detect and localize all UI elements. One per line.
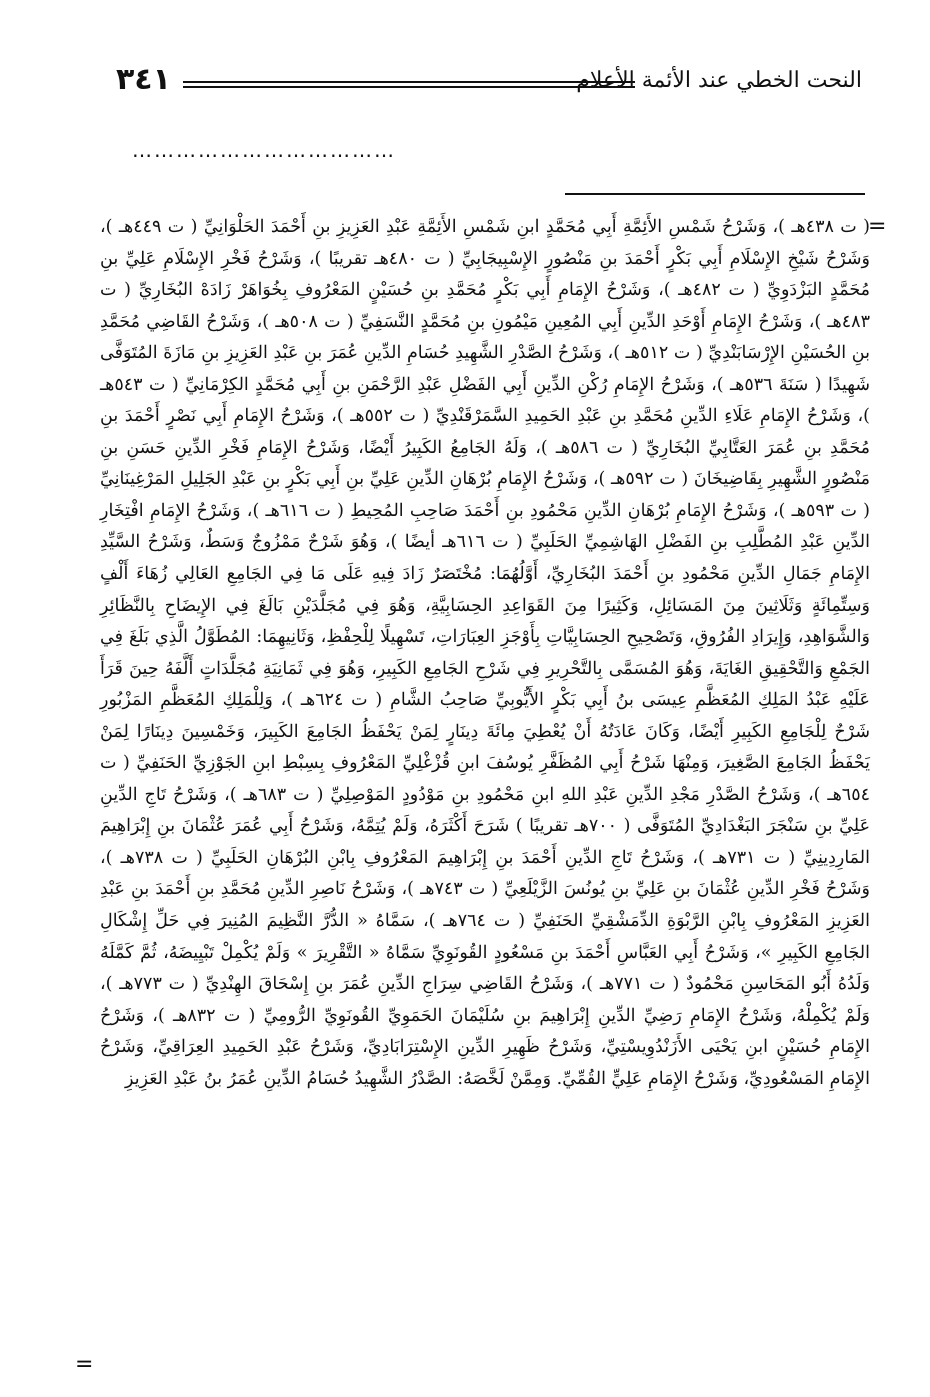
header-rule [183, 81, 635, 88]
running-title: النحت الخطي عند الأئمة الأعلام [576, 68, 862, 93]
separator-dots: ……………………………… [132, 138, 396, 162]
continuation-mark: = [868, 214, 887, 239]
continues-mark: = [75, 1352, 94, 1377]
footnote-text: ( ت ٤٣٨هـ )، وَشَرْحُ شَمْسِ الأَئِمَّةِ أَبِي مُحَمَّدٍ ابنِ شَمْسِ الأَئِمَّةِ عَبْدِ العَزِيزِ بنِ أَحْمَدَ الحَلْوَانِيِّ ( ت ٤٤٩هـ )، وَشَرْحُ شَيْخِ الإِسْلَامِ أَبِي بَكْرٍ أَحْمَدَ بنِ مَنْصُورٍ الإِسْبِيجَابِيِّ ( ت ٤٨٠هـ تقريبًا )، وَشَرْحُ فَخْرِ الإِسْلَامِ عَلِيِّ بنِ مُحَمَّدٍ البَزْدَوِيِّ ( ت ٤٨٢هـ )، وَشَرْحُ الإِمَامِ أَبِي بَكْرٍ مُحَمَّدِ بنِ حُسَيْنٍ المَعْرُوفِ بِخُوَاهَرْ زَادَهْ البُخَارِيِّ ( ت ٤٨٣هـ )، وَشَرْحُ الإِمَامِ أَوْحَدِ الدِّينِ أَبِي المُعِينِ مَيْمُونِ بنِ مُحَمَّدٍ النَّسَفِيِّ ( ت ٥٠٨هـ )، وَشَرْحُ القَاضِي مُحَمَّدِ بنِ الحُسَيْنِ الإِرْسَابَنْدِيِّ ( ت ٥١٢هـ )، وَشَرْحُ الصَّدْرِ الشَّهِيدِ حُسَامِ الدِّينِ عُمَرَ بنِ عَبْدِ العَزِيزِ بنِ مَازَةَ المُتَوَفَّى شَهِيدًا ( سَنَةَ ٥٣٦هـ )، وَشَرْحُ الإِمَامِ رُكْنِ الدِّينِ أَبِي الفَضْلِ عَبْدِ الرَّحْمَنِ بنِ أَبِي مُحَمَّدٍ الكِرْمَانِيِّ ( ت ٥٤٣هـ )، وَشَرْحُ الإِمَامِ عَلَاءِ الدِّينِ مُحَمَّدِ بنِ عَبْدِ الحَمِيدِ السَّمَرْقَنْدِيِّ ( ت ٥٥٢هـ )، وَشَرْحُ الإِمَامِ أَبِي نَصْرٍ أَحْمَدَ بنِ مُحَمَّدِ بنِ عُمَرَ العَتَّابِيِّ البُخَارِيِّ ( ت ٥٨٦هـ )، وَلَهُ الجَامِعُ الكَبِيرُ أَيْضًا، وَشَرْحُ الإِمَامِ فَخْرِ الدِّينِ حَسَنِ بنِ مَنْصُورٍ الشَّهِيرِ بِقَاضِيخَانَ ( ت ٥٩٢هـ )، وَشَرْحُ الإِمَامِ بُرْهَانِ الدِّينِ عَلِيِّ بنِ أَبِي بَكْرٍ بنِ عَبْدِ الجَلِيلِ المَرْغِينَانِيِّ ( ت ٥٩٣هـ )، وَشَرْحُ الإِمَامِ بُرْهَانِ الدِّينِ مَحْمُودِ بنِ أَحْمَدَ صَاحِبِ المُحِيطِ ( ت ٦١٦هـ )، وَشَرْحُ الإِمَامِ افْتِخَارِ الدِّينِ عَبْدِ المُطَّلِبِ بنِ الفَضْلِ الهَاشِمِيِّ الحَلَبِيِّ ( ت ٦١٦هـ أيضًا )، وَهُوَ شَرْحٌ مَمْزُوجٌ وَسَطٌ، وَشَرْحُ السَّيِّدِ الإِمَامِ جَمَالِ الدِّينِ مَحْمُودِ بنِ أَحْمَدَ البُخَارِيِّ، أَوَّلُهُمَا: مُخْتَصَرٌ زَادَ فِيهِ عَلَى مَا فِي الجَامِعِ العَالِي زُهَاءَ أَلْفٍ وَسِتِّمِائَةٍ وَثَلَاثِينَ مِنَ المَسَائِلِ، وَكَثِيرًا مِنَ القَوَاعِدِ الحِسَابِيَّةِ، وَهُوَ فِي مُجَلَّدَيْنِ بَالَغَ فِي الإِيضَاحِ بِالنَّظَائِرِ وَالشَّوَاهِدِ، وَإِيرَادِ الفُرُوقِ، وَتَصْحِيحِ الحِسَابِيَّاتِ بِأَوْجَزِ العِبَارَاتِ، تَسْهِيلًا لِلْحِفْظِ، وَثَانِيهِمَا: المُطَوَّلُ الَّذِي بَلَغَ فِي الجَمْعِ وَالتَّحْقِيقِ الغَايَةَ، وَهُوَ المُسَمَّى بِالتَّحْرِيرِ فِي شَرْحِ الجَامِعِ الكَبِيرِ، وَهُوَ فِي ثَمَانِيَةِ مُجَلَّدَاتٍ أَلَّفَهُ حِينَ قَرَأَ عَلَيْهِ عَبْدُ المَلِكِ المُعَظَّمِ عِيسَى بنُ أَبِي بَكْرٍ الأَيُّوبِيِّ صَاحِبُ الشَّامِ ( ت ٦٢٤هـ )، وَلِلْمَلِكِ المُعَظَّمِ المَزْبُورِ شَرْحٌ لِلْجَامِعِ الكَبِيرِ أَيْضًا، وَكَانَ عَادَتُهُ أَنْ يُعْطِيَ مِائَةَ دِينَارٍ لِمَنْ يَحْفَظُ الجَامِعَ الكَبِيرَ، وَخَمْسِينَ دِينَارًا لِمَنْ يَحْفَظُ الجَامِعَ الصَّغِيرَ، وَمِنْهَا شَرْحُ أَبِي المُظَفَّرِ يُوسُفَ ابنِ قُزْغْلِيِّ المَعْرُوفِ بِسِبْطِ ابنِ الجَوْزِيِّ الحَنَفِيِّ ( ت ٦٥٤هـ )، وَشَرْحُ الصَّدْرِ مَجْدِ الدِّينِ عَبْدِ اللهِ ابنِ مَحْمُودِ بنِ مَوْدُودٍ المَوْصِلِيِّ ( ت ٦٨٣هـ )، وَشَرْحُ تَاجِ الدِّينِ عَلِيِّ بنِ سَنْجَرَ البَغْدَادِيِّ المُتَوَفَّى ( ٧٠٠هـ تقريبًا ) شَرَحَ أَكْثَرَهُ، وَلَمْ يُتِمَّهُ، وَشَرْحُ أَبِي عُمَرَ عُثْمَانَ بنِ إِبْرَاهِيمَ المَارِدِينِيِّ ( ت ٧٣١هـ )، وَشَرْحُ تَاجِ الدِّينِ أَحْمَدَ بنِ إِبْرَاهِيمَ المَعْرُوفِ بِابْنِ البُرْهَانِ الحَلَبِيِّ ( ت ٧٣٨هـ )، وَشَرْحُ فَخْرِ الدِّينِ عُثْمَانَ بنِ عَلِيِّ بنِ يُونُسَ الزَّيْلَعِيِّ ( ت ٧٤٣هـ )، وَشَرْحُ نَاصِرِ الدِّينِ مُحَمَّدِ بنِ أَحْمَدَ بنِ عَبْدِ العَزِيزِ المَعْرُوفِ بِابْنِ الرَّبْوَةِ الدِّمَشْقِيِّ الحَنَفِيِّ ( ت ٧٦٤هـ )، سَمَّاهُ « الدُّرَّ النَّظِيمَ المُنِيرَ فِي حَلِّ إِشْكَالِ الجَامِعِ الكَبِيرِ »، وَشَرْحُ أَبِي العَبَّاسِ أَحْمَدَ بنِ مَسْعُودٍ القُونَوِيِّ سَمَّاهُ « التَّقْرِيرَ » وَلَمْ يُكْمِلْ تَبْيِيضَهُ، ثُمَّ كَمَّلَهُ وَلَدُهُ أَبُو المَحَاسِنِ مَحْمُودٌ ( ت ٧٧١هـ )، وَشَرْحُ القَاضِي سِرَاجِ الدِّينِ عُمَرَ بنِ إِسْحَاقَ الهِنْدِيِّ ( ت ٧٧٣هـ )، وَلَمْ يُكْمِلْهُ، وَشَرْحُ الإِمَامِ رَضِيِّ الدِّينِ إِبْرَاهِيمَ بنِ سُلَيْمَانَ الحَمَوِيِّ القُونَوِيِّ الرُّومِيِّ ( ت ٨٣٢هـ )، وَشَرْحُ الإِمَامِ حُسَيْنٍ ابنِ يَحْيَى الأَزَنْدُوِيسْتِيِّ، وَشَرْحُ ظَهِيرِ الدِّينِ الإِسْتِرَابَادِيِّ، وَشَرْحُ عَبْدِ الحَمِيدِ العِرَاقِيِّ، وَشَرْحُ الإِمَامِ المَسْعُودِيِّ، وَشَرْحُ الإِمَامِ عَلِيٍّ القُمِّيِّ. وَمِمَّنْ لَخَّصَهُ: الصَّدْرُ الشَّهِيدُ حُسَامُ الدِّينِ عُمَرُ بنُ عَبْدِ العَزِيزِ [100, 217, 871, 1089]
footnote-rule [565, 193, 865, 195]
page-number: ٣٤١ [116, 62, 171, 97]
